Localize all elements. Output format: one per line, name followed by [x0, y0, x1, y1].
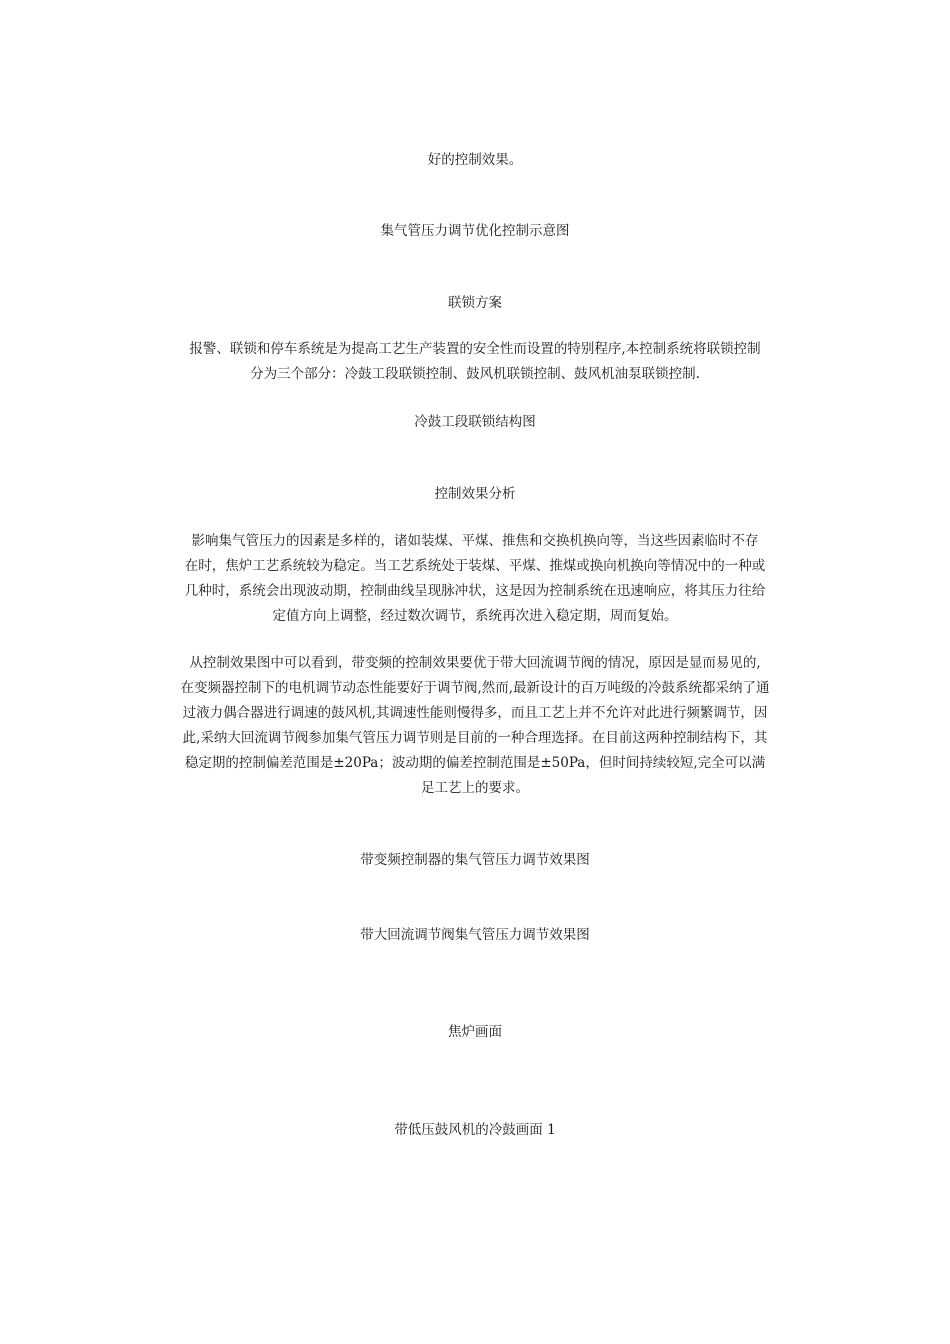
section-heading-analysis: 控制效果分析	[434, 486, 516, 502]
paragraph-line: 报警、联锁和停车系统是为提高工艺生产装置的安全性而设置的特别程序,本控制系统将联锁控制	[189, 341, 761, 357]
paragraph-analysis-2	[160, 651, 790, 801]
figure-caption-pressure-optimization: 集气管压力调节优化控制示意图	[380, 223, 570, 239]
paragraph-interlock	[160, 337, 790, 387]
figure-caption-cooling-drum: 带低压鼓风机的冷鼓画面 1	[394, 1122, 556, 1138]
paragraph-analysis-1	[160, 529, 790, 629]
figure-caption-vfd-effect: 带变频控制器的集气管压力调节效果图	[360, 852, 590, 868]
paragraph-line: 足工艺上的要求。	[421, 780, 529, 796]
paragraph-line: 在变频器控制下的电机调节动态性能要好于调节阀,然而,最新设计的百万吨级的冷鼓系统都采纳了通	[180, 680, 770, 696]
paragraph-line: 从控制效果图中可以看到，带变频的控制效果要优于带大回流调节阀的情况，原因是显而易见的,	[189, 655, 761, 671]
figure-caption-interlock-structure: 冷鼓工段联锁结构图	[414, 414, 536, 430]
paragraph-line: 定值方向上调整，经过数次调节，系统再次进入稳定期，周而复始。	[272, 608, 678, 624]
text-line-top: 好的控制效果。	[427, 152, 523, 168]
paragraph-line: 稳定期的控制偏差范围是±20Pa；波动期的偏差控制范围是±50Pa，但时间持续较短,完全可以满	[184, 755, 766, 771]
paragraph-line: 分为三个部分：冷鼓工段联锁控制、鼓风机联锁控制、鼓风机油泵联锁控制.	[250, 366, 700, 382]
figure-caption-valve-effect: 带大回流调节阀集气管压力调节效果图	[360, 927, 590, 943]
paragraph-line: 影响集气管压力的因素是多样的，诸如装煤、平煤、推焦和交换机换向等，当这些因素临时不存	[191, 533, 759, 549]
paragraph-line: 此,采纳大回流调节阀参加集气管压力调节则是目前的一种合理选择。在目前这两种控制结构下，其	[182, 730, 768, 746]
section-heading-interlock: 联锁方案	[448, 295, 502, 311]
figure-caption-coke-oven: 焦炉画面	[448, 1024, 502, 1040]
paragraph-line: 几种时，系统会出现波动期，控制曲线呈现脉冲状，这是因为控制系统在迅速响应，将其压力往给	[184, 583, 766, 599]
paragraph-line: 在时，焦炉工艺系统较为稳定。当工艺系统处于装煤、平煤、推煤或换向机换向等情况中的一种或	[184, 558, 766, 574]
paragraph-line: 过液力偶合器进行调速的鼓风机,其调速性能则慢得多，而且工艺上并不允许对此进行频繁调节，因	[182, 705, 768, 721]
